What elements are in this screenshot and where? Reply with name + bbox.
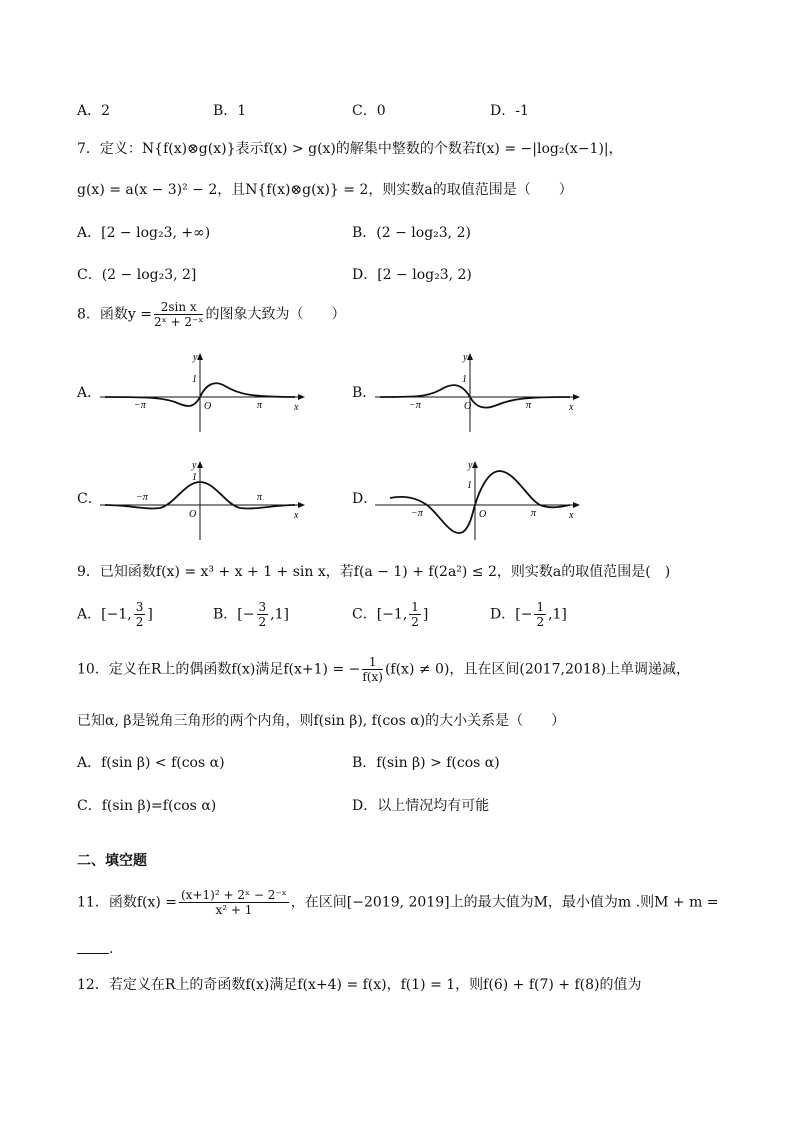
q9-c-frac <box>409 600 421 629</box>
q10-option-a: A．f(sin β) < f(cos α) <box>77 755 225 771</box>
q8-b-neg-pi: −π <box>409 400 421 411</box>
section-heading-fill-in: 二、填空题 <box>77 853 147 869</box>
q8-graph-b <box>375 350 585 435</box>
q9-stem: 9．已知函数f(x) = x³ + x + 1 + sin x，若f(a − 1) + f(2a²) ≤ 2，则实数a的取值范围是( ) <box>77 564 671 580</box>
q9-a-label: A． <box>77 606 102 623</box>
q8-a-one: 1 <box>192 374 197 385</box>
q8-b-one: 1 <box>462 374 467 385</box>
q11-post: ，在区间[−2019, 2019]上的最大值为M，最小值为m .则M + m = <box>290 894 719 911</box>
q9-b-frac <box>257 600 269 629</box>
q8-d-neg-pi: −π <box>411 508 423 519</box>
q8-stem <box>77 300 345 329</box>
q8-d-one: 1 <box>467 480 472 491</box>
q11-num: (x+1)² + 2ˣ − 2⁻ˣ <box>181 888 287 902</box>
q9-a-frac <box>134 600 146 629</box>
q9-b-label: B． <box>213 606 238 623</box>
q9-c-num: 1 <box>411 600 419 614</box>
q6-option-c: C．0 <box>352 103 386 119</box>
q9-b-post: ,1] <box>270 606 289 623</box>
q8-label-d: D． <box>352 491 378 507</box>
q8-a-y-label: y <box>193 352 198 363</box>
q6-option-d: D．-1 <box>490 103 529 119</box>
q7-option-a: A．[2 − log₂3, +∞) <box>77 225 211 241</box>
q8-a-neg-pi: −π <box>134 400 146 411</box>
q7-line1: 7．定义：N{f(x)⊗g(x)}表示f(x) > g(x)的解集中整数的个数若f(x) = −|log₂(x−1)|， <box>77 141 623 157</box>
q8-denominator: 2ˣ + 2⁻ˣ <box>154 315 204 329</box>
q9-option-c <box>352 600 428 629</box>
q8-label-c: C． <box>77 491 102 507</box>
q9-c-post: ] <box>422 606 429 623</box>
q9-a-pre: [−1, <box>101 606 132 623</box>
q8-c-x-label: x <box>294 510 299 521</box>
q8-graph-a <box>100 350 310 435</box>
q8-b-y-label: y <box>463 352 468 363</box>
q10-line2: 已知α, β是锐角三角形的两个内角，则f(sin β), f(cos α)的大小关系是（ ） <box>77 713 566 729</box>
q10-den: f(x) <box>362 670 383 684</box>
q11-den: x² + 1 <box>215 903 253 917</box>
q9-c-pre: [−1, <box>376 606 408 623</box>
q8-fraction <box>154 300 203 329</box>
q8-a-x-label: x <box>294 402 299 413</box>
q10-line1 <box>77 655 690 684</box>
q8-label-a: A． <box>77 385 102 401</box>
q10-fraction <box>362 655 383 684</box>
q9-option-a <box>77 600 153 629</box>
q7-line2: g(x) = a(x − 3)² − 2，且N{f(x)⊗g(x)} = 2，则实数a的取值范围是（ ） <box>77 182 573 198</box>
q8-c-origin: O <box>189 509 197 520</box>
q8-d-x-label: x <box>569 510 574 521</box>
q11-pre: 11．函数f(x) = <box>77 894 177 911</box>
q10-option-c: C．f(sin β)=f(cos α) <box>77 798 217 814</box>
q8-d-pi: π <box>531 508 537 519</box>
q11-answer-blank[interactable] <box>77 953 109 954</box>
q8-b-x-label: x <box>569 402 574 413</box>
q8-c-y-label: y <box>192 460 197 471</box>
q9-a-num: 3 <box>135 600 144 614</box>
q9-c-den: 2 <box>411 615 419 629</box>
q11-fraction <box>179 888 289 917</box>
q7-option-c: C．(2 − log₂3, 2] <box>77 267 197 283</box>
q7-option-b: B．(2 − log₂3, 2) <box>352 225 471 241</box>
q8-c-pi: π <box>257 492 263 503</box>
q9-d-den: 2 <box>536 615 545 629</box>
q9-d-pre: [− <box>515 606 533 623</box>
q10-option-d: D．以上情况均有可能 <box>352 798 490 814</box>
q11-tail: . <box>109 941 114 957</box>
q9-option-d <box>490 600 567 629</box>
q8-graph-c <box>100 458 310 543</box>
q11-line <box>77 888 719 917</box>
q8-a-origin: O <box>204 401 212 412</box>
q8-numerator: 2sin x <box>154 300 203 315</box>
q9-d-post: ,1] <box>548 606 567 623</box>
q8-a-pi: π <box>257 400 263 411</box>
q9-d-label: D． <box>490 606 516 623</box>
q8-b-pi: π <box>526 400 532 411</box>
q9-c-label: C． <box>352 606 377 623</box>
q7-option-d: D．[2 − log₂3, 2) <box>352 267 472 283</box>
q8-prefix: 8．函数y = <box>77 306 152 323</box>
q8-c-one: 1 <box>192 472 197 483</box>
q9-d-frac <box>534 600 546 629</box>
q10-option-b: B．f(sin β) > f(cos α) <box>352 755 500 771</box>
q9-option-b <box>213 600 289 629</box>
q9-a-post: ] <box>147 606 153 623</box>
q8-d-origin: O <box>479 509 487 520</box>
q8-b-origin: O <box>464 401 472 412</box>
q9-b-pre: [− <box>237 606 255 623</box>
q8-d-y-label: y <box>468 460 473 471</box>
q9-b-den: 2 <box>258 615 267 629</box>
q10-pre: 10．定义在R上的偶函数f(x)满足f(x+1) = − <box>77 661 361 678</box>
q9-a-den: 2 <box>135 615 144 629</box>
q10-num: 1 <box>362 655 383 670</box>
q12-stem: 12．若定义在R上的奇函数f(x)满足f(x+4) = f(x)，f(1) = 1，则f(6) + f(7) + f(8)的值为 <box>77 977 642 993</box>
q8-c-neg-pi: −π <box>136 492 148 503</box>
q9-b-num: 3 <box>258 600 267 614</box>
q10-post: (f(x) ≠ 0)，且在区间(2017,2018)上单调递减， <box>384 661 691 678</box>
q6-option-b: B．1 <box>213 103 247 119</box>
q8-label-b: B． <box>352 385 377 401</box>
q6-option-a: A．2 <box>77 103 111 119</box>
q8-suffix: 的图象大致为（ ） <box>205 306 346 323</box>
q9-d-num: 1 <box>536 600 545 614</box>
q8-graph-d <box>375 458 585 543</box>
